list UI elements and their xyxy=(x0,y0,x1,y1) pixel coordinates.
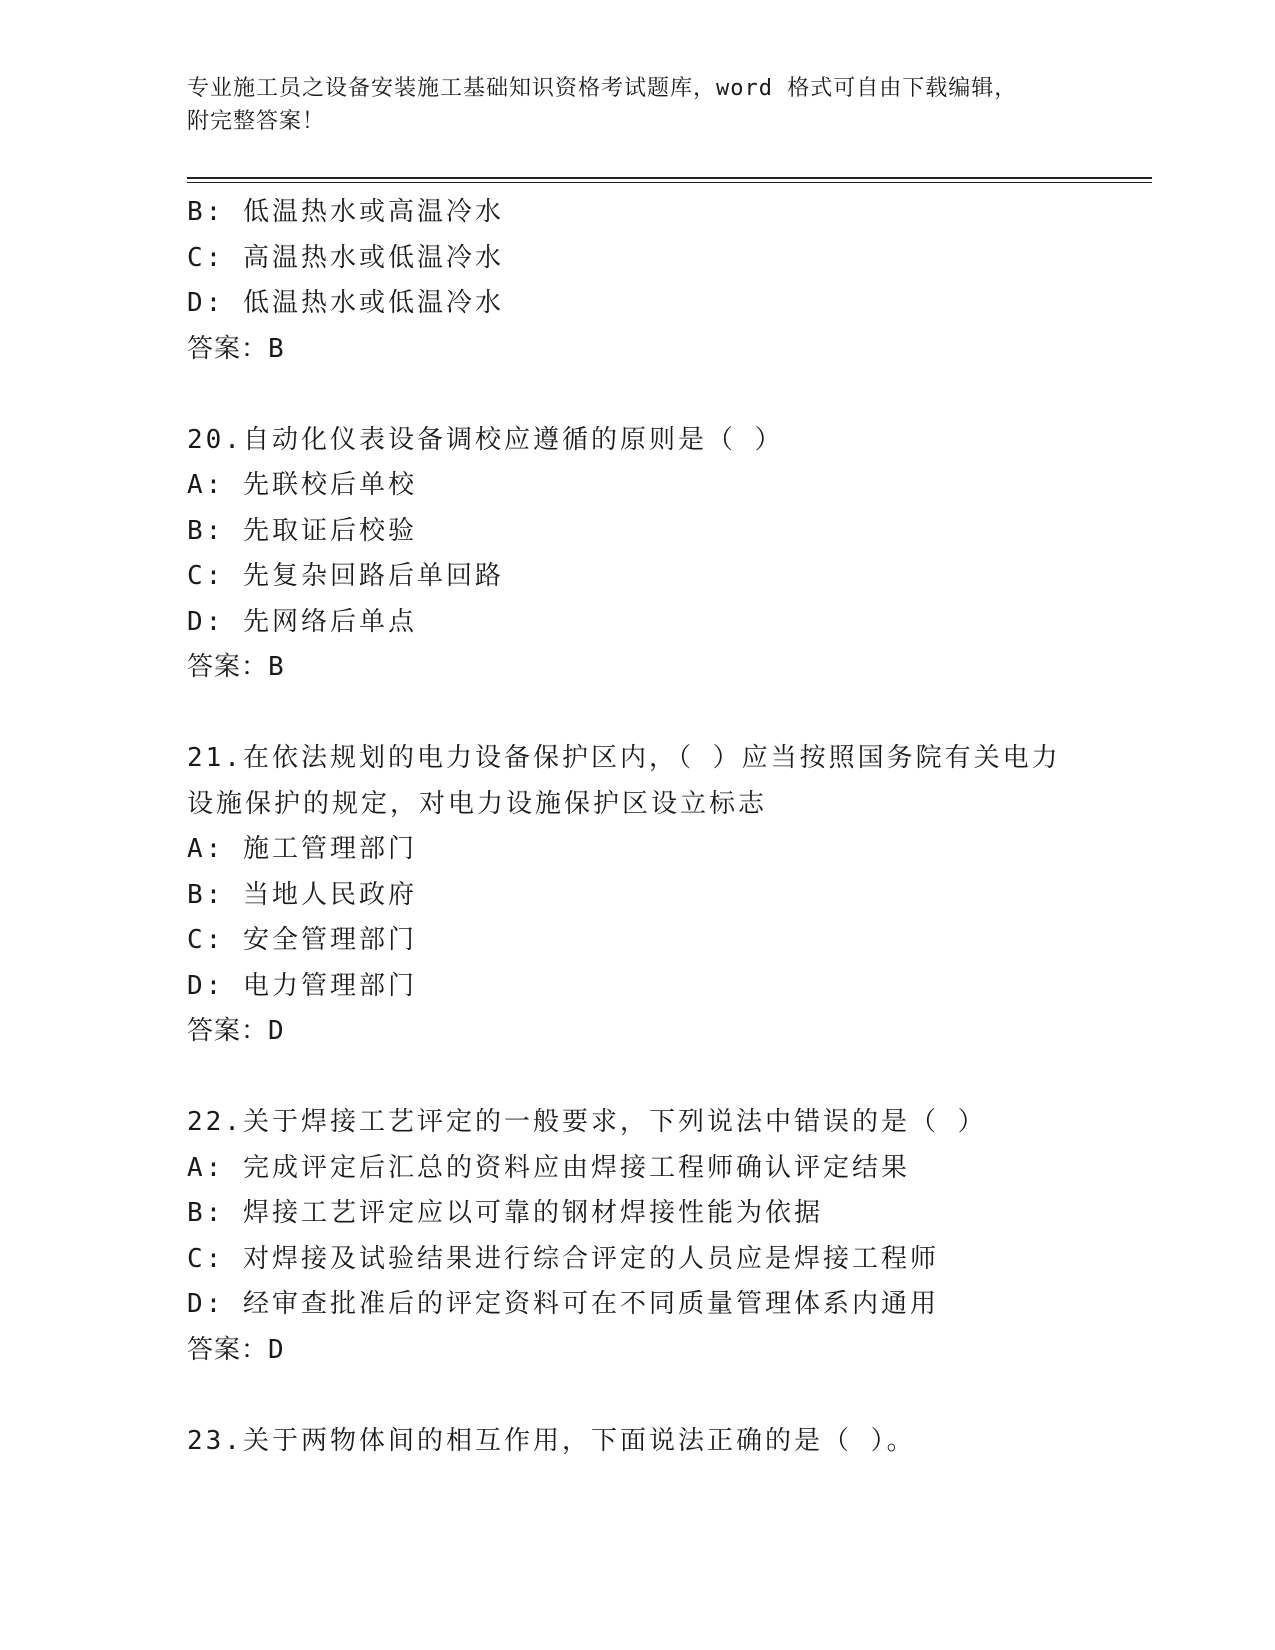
question-text: 20.自动化仪表设备调校应遵循的原则是（ ） xyxy=(187,424,784,455)
spacer xyxy=(187,372,1147,418)
question-text-line1: 21.在依法规划的电力设备保护区内，（ ）应当按照国务院有关电力 xyxy=(187,743,1061,773)
header-divider-thin xyxy=(187,182,1152,183)
question-21 xyxy=(187,736,1147,1055)
answer: 答案：D xyxy=(187,1016,285,1046)
spacer xyxy=(187,691,1147,737)
option-a: A: 完成评定后汇总的资料应由焊接工程师确认评定结果 xyxy=(187,1152,910,1183)
question-19-tail xyxy=(187,190,1147,372)
option-a: A: 施工管理部门 xyxy=(187,834,417,864)
document-header xyxy=(187,72,1067,138)
option-b: B: 焊接工艺评定应以可靠的钢材焊接性能为依据 xyxy=(187,1198,823,1228)
option-b: B: 低温热水或高温冷水 xyxy=(187,197,504,227)
answer: 答案：B xyxy=(187,333,285,364)
question-text: 23.关于两物体间的相互作用，下面说法正确的是（ ）。 xyxy=(187,1425,916,1456)
header-title-line2: 附完整答案！ xyxy=(187,109,326,134)
option-b: B: 先取证后校验 xyxy=(187,515,417,546)
question-text-line2: 设施保护的规定，对电力设施保护区设立标志 xyxy=(187,788,768,819)
option-c: C: 安全管理部门 xyxy=(187,925,417,955)
answer: 答案：B xyxy=(187,652,285,682)
option-c: C: 对焊接及试验结果进行综合评定的人员应是焊接工程师 xyxy=(187,1243,939,1274)
option-d: D: 先网络后单点 xyxy=(187,606,417,637)
spacer xyxy=(187,1373,1147,1419)
option-d: D: 经审查批准后的评定资料可在不同质量管理体系内通用 xyxy=(187,1289,939,1319)
option-b: B: 当地人民政府 xyxy=(187,879,417,910)
question-23 xyxy=(187,1419,1147,1465)
question-list xyxy=(187,190,1147,1464)
spacer xyxy=(187,1055,1147,1101)
option-a: A: 先联校后单校 xyxy=(187,470,417,500)
header-title-line1: 专业施工员之设备安装施工基础知识资格考试题库，word 格式可自由下载编辑， xyxy=(187,76,1018,101)
option-c: C: 高温热水或低温冷水 xyxy=(187,242,504,273)
option-d: D: 电力管理部门 xyxy=(187,970,417,1001)
option-c: C: 先复杂回路后单回路 xyxy=(187,561,504,591)
question-20 xyxy=(187,418,1147,691)
header-divider-thick xyxy=(187,177,1152,179)
answer: 答案：D xyxy=(187,1334,285,1365)
question-22 xyxy=(187,1100,1147,1373)
question-text: 22.关于焊接工艺评定的一般要求，下列说法中错误的是（ ） xyxy=(187,1107,987,1137)
option-d: D: 低温热水或低温冷水 xyxy=(187,288,504,318)
